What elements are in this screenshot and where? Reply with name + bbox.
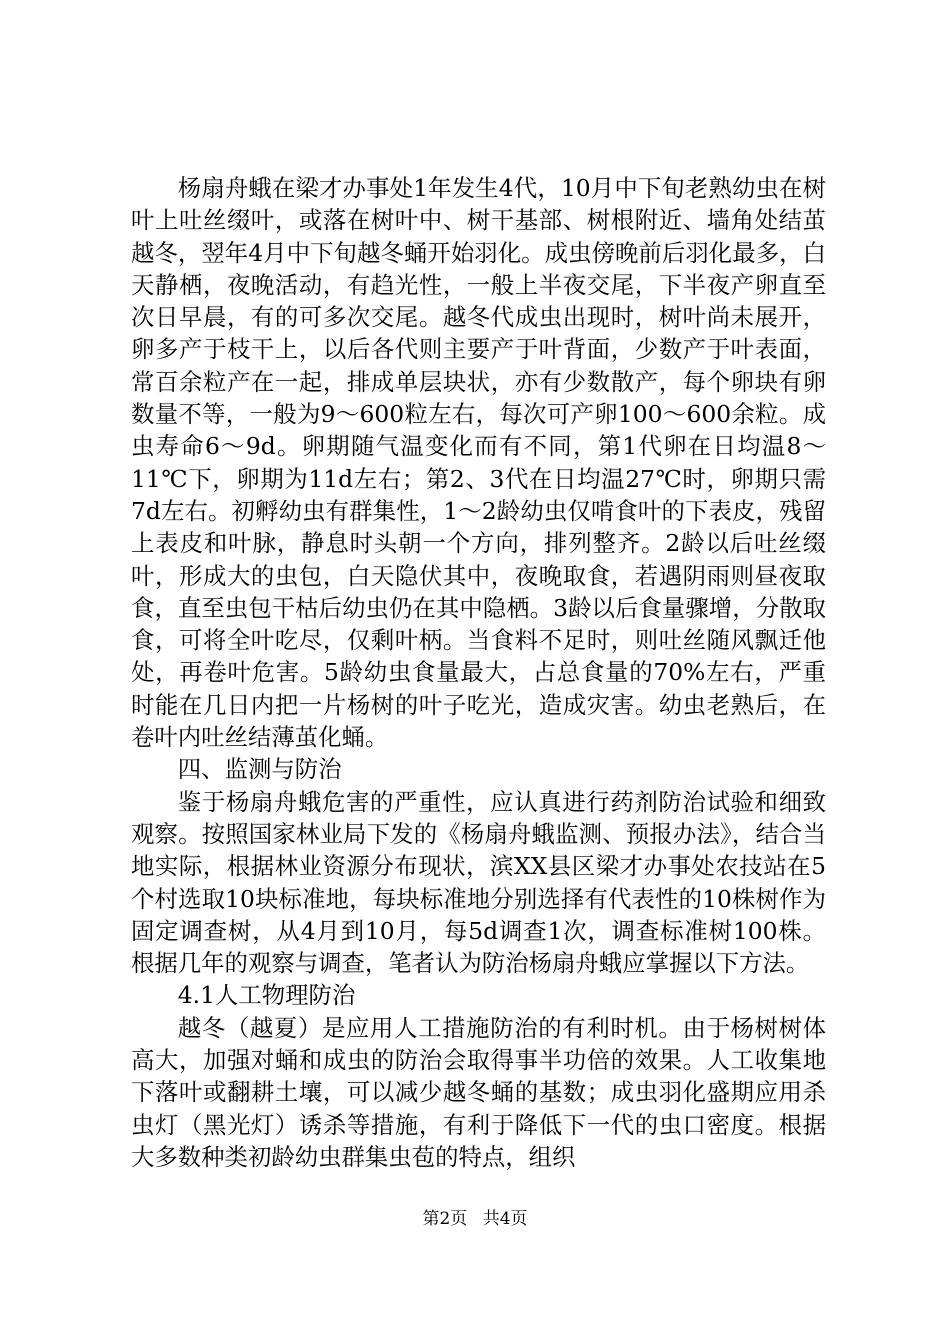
paragraph-physical-control: 越冬（越夏）是应用人工措施防治的有利时机。由于杨树树体高大，加强对蛹和成虫的防治会取得事半功倍的效果。人工收集地下落叶或翻耕土壤，可以减少越冬蛹的基数；成虫羽化盛期应用杀虫灯（黑光灯）诱杀等措施，有利于降低下一代的虫口密度。根据大多数种类初龄幼虫群集虫苞的特点，组织 xyxy=(131,1013,826,1171)
section-heading-monitoring: 四、监测与防治 xyxy=(177,755,342,784)
document-body xyxy=(131,172,826,1173)
page-footer xyxy=(0,1208,950,1230)
page-total: 共4页 xyxy=(482,1209,528,1229)
subsection-heading-physical-control: 4.1人工物理防治 xyxy=(177,981,356,1010)
paragraph-monitoring: 鉴于杨扇舟蛾危害的严重性，应认真进行药剂防治试验和细致观察。按照国家林业局下发的《杨扇舟蛾监测、预报办法》，结合当地实际，根据林业资源分布现状，滨XX县区梁才办事处农技站在5个村选取10块标准地，每块标准地分别选择有代表性的10株树作为固定调查树，从4月到10月，每5d调查1次，调查标准树100株。根据几年的观察与调查，笔者认为防治杨扇舟蛾应掌握以下方法。 xyxy=(131,787,826,978)
paragraph-life-cycle: 杨扇舟蛾在梁才办事处1年发生4代，10月中下旬老熟幼虫在树叶上吐丝缀叶，或落在树叶中、树干基部、树根附近、墙角处结茧越冬，翌年4月中下旬越冬蛹开始羽化。成虫傍晚前后羽化最多，白天静栖，夜晚活动，有趋光性，一般上半夜交尾，下半夜产卵直至次日早晨，有的可多次交尾。越冬代成虫出现时，树叶尚未展开，卵多产于枝干上，以后各代则主要产于叶背面，少数产于叶表面，常百余粒产在一起，排成单层块状，亦有少数散产，每个卵块有卵数量不等，一般为9～600粒左右，每次可产卵100～600余粒。成虫寿命6～9d。卵期随气温变化而有不同，第1代卵在日均温8～11℃下，卵期为11d左右；第2、3代在日均温27℃时，卵期只需7d左右。初孵幼虫有群集性，1～2龄幼虫仅啃食叶的下表皮，残留上表皮和叶脉，静息时头朝一个方向，排列整齐。2龄以后吐丝缀叶，形成大的虫包，白天隐伏其中，夜晚取食，若遇阴雨则昼夜取食，直至虫包干枯后幼虫仍在其中隐栖。3龄以后食量骤增，分散取食，可将全叶吃尽，仅剩叶柄。当食料不足时，则吐丝随风飘迁他处，再卷叶危害。5龄幼虫食量最大，占总食量的70%左右，严重时能在几日内把一片杨树的叶子吃光，造成灾害。幼虫老熟后，在卷叶内吐丝结薄茧化蛹。 xyxy=(131,174,826,752)
page-number: 第2页 xyxy=(422,1209,468,1229)
